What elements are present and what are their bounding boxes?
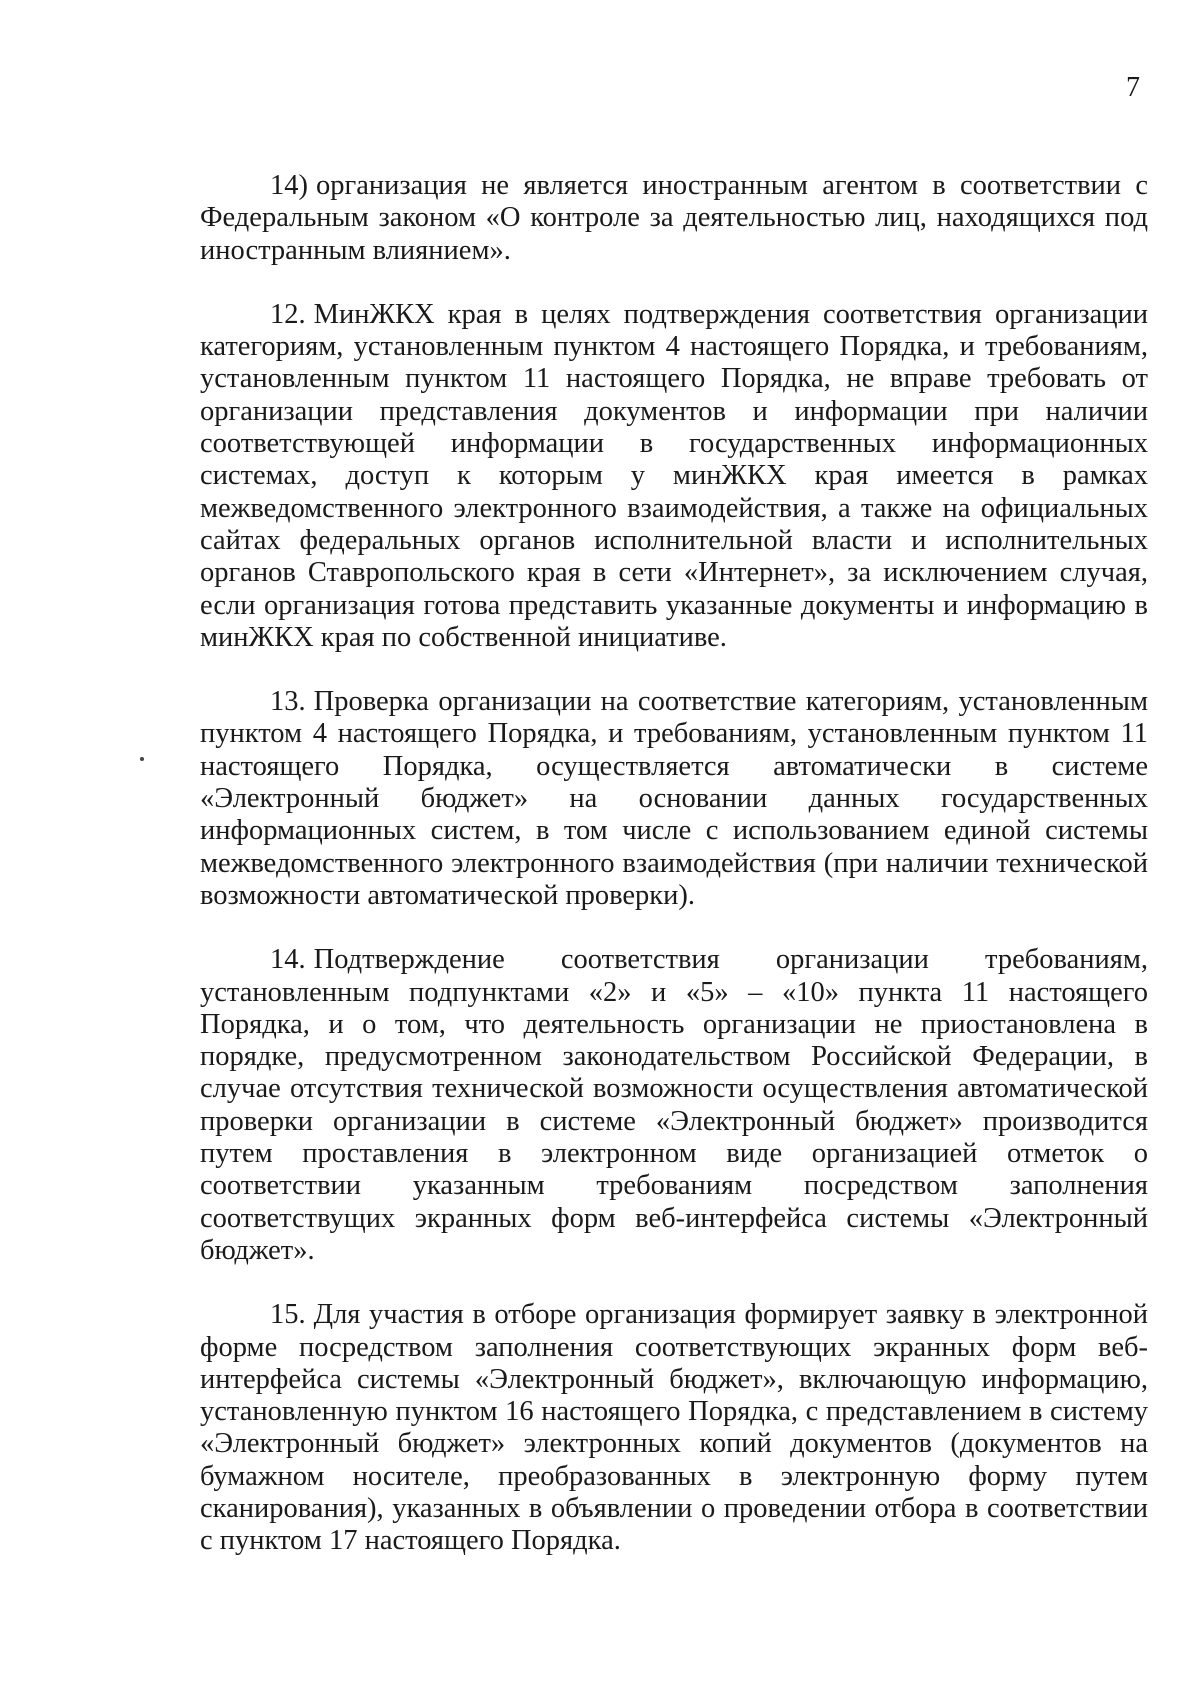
paragraph-subitem-14 [200,170,1148,267]
paragraph-text: Подтверждение соответствия организации требованиям, установленным подпунктами «2» и «5» – «10» пункта 11 настоящего Порядка, и о том, что деятельность организации не приостановлена в порядке, предусмотренном законодательством Российской Федерации, в случае отсутствия технической возможности осуществления автоматической проверки организации в системе «Электронный бюджет» производится путем проставления в электронном виде организацией отметок о соответствии указанным требованиям посредством заполнения соответствущих экранных форм веб-интерфейса системы «Электронный бюджет». [200,944,1148,1266]
paragraph-text: Для участия в отборе организация формирует заявку в электронной форме посредством заполнения соответствующих экранных форм веб-интерфейса системы «Электронный бюджет», включающую информацию, установленную пунктом 16 настоящего Порядка, с представлением в систему «Электронный бюджет» электронных копий документов (документов на бумажном носителе, преобразованных в электронную форму путем сканирования), указанных в объявлении о проведении отбора в соответствии с пунктом 17 настоящего Порядка. [200,1299,1148,1557]
paragraph-14 [200,944,1148,1267]
paragraph-12 [200,299,1148,654]
paragraph-number: 14. [270,944,306,976]
document-body [200,170,1148,1590]
paragraph-15 [200,1299,1148,1557]
paragraph-13 [200,686,1148,912]
paragraph-number: 13. [270,686,306,718]
paragraph-number: 15. [270,1299,306,1331]
scan-speck [140,757,144,761]
paragraph-text: Проверка организации на соответствие категориям, установленным пунктом 4 настоящего Порядка, и требованиям, установленным пунктом 11 настоящего Порядка, осуществляется автоматически в системе «Электронный бюджет» на основании данных государственных информационных систем, в том числе с использованием единой системы межведомственного электронного взаимодействия (при наличии технической возможности автоматической проверки). [200,686,1148,911]
paragraph-number: 12. [270,298,306,330]
paragraph-number: 14) [270,170,308,201]
page-number: 7 [1126,72,1140,103]
paragraph-text: организация не является иностранным агентом в соответствии с Федеральным законом «О контроле за деятельностью лиц, находящихся под иностранным влиянием». [200,170,1148,266]
paragraph-text: МинЖКХ края в целях подтверждения соответствия организации категориям, установленным пунктом 4 настоящего Порядка, и требованиям, установленным пунктом 11 настоящего Порядка, не вправе требовать от организации представления документов и информации при наличии соответствующей информации в государственных информационных системах, доступ к которым у минЖКХ края имеется в рамках межведомственного электронного взаимодействия, а также на официальных сайтах федеральных органов исполнительной власти и исполнительных органов Ставропольского края в сети «Интернет», за исключением случая, если организация готова представить указанные документы и информацию в минЖКХ края по собственной инициативе. [200,298,1148,653]
